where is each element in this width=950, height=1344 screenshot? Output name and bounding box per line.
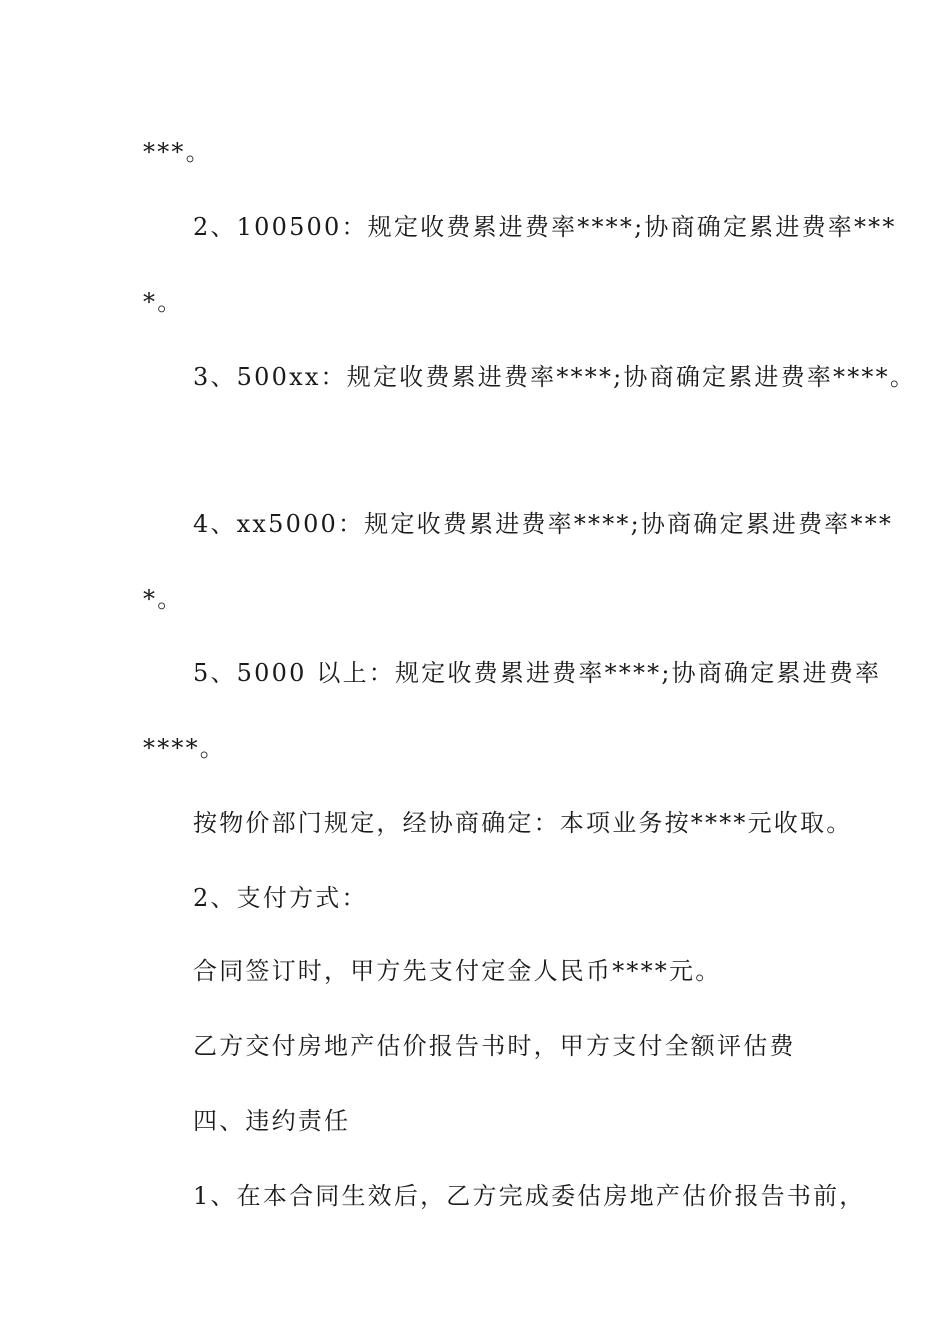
text-line-rate-item-3: 3、500xx：规定收费累进费率****;协商确定累进费率****。	[193, 363, 917, 391]
text-line-rate-item-2: 2、100500：规定收费累进费率****;协商确定累进费率***	[193, 213, 897, 241]
text-line-rate-item-5: 5、5000 以上：规定收费累进费率****;协商确定累进费率	[193, 659, 882, 687]
text-line-rate-item-4-continuation: *。	[143, 585, 184, 613]
text-line-rate-item-4: 4、xx5000：规定收费累进费率****;协商确定累进费率***	[193, 510, 894, 538]
section-heading-payment-method: 2、支付方式：	[193, 884, 368, 912]
text-line-breach-item-1: 1、在本合同生效后，乙方完成委估房地产估价报告书前，	[193, 1182, 866, 1210]
text-line-rate-item-2-continuation: *。	[143, 288, 184, 316]
text-line-deposit: 合同签订时，甲方先支付定金人民币****元。	[193, 957, 722, 985]
text-line-fee-determination: 按物价部门规定，经协商确定：本项业务按****元收取。	[193, 809, 853, 837]
text-line-full-payment: 乙方交付房地产估价报告书时，甲方支付全额评估费	[193, 1032, 796, 1060]
section-heading-breach-liability: 四、违约责任	[193, 1107, 351, 1135]
text-line-rate-continuation: ***。	[143, 138, 212, 166]
text-line-rate-item-5-continuation: ****。	[143, 734, 226, 762]
